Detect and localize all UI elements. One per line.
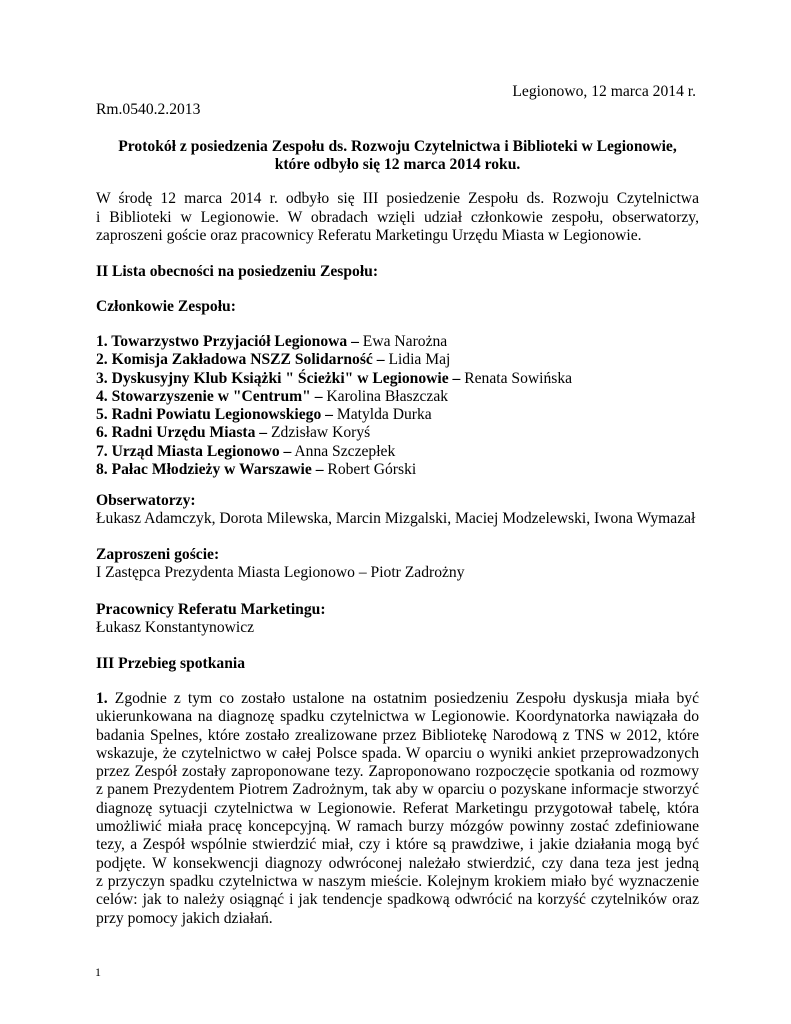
paragraph-line: tezy, a Zespół wspólnie stwierdzić miał, czy i które są prawdziwe, i jakie działania mogą być xyxy=(96,836,699,854)
observers-heading: Obserwatorzy: xyxy=(96,492,196,509)
guests-list: I Zastępca Prezydenta Miasta Legionowo – Piotr Zadrożny xyxy=(96,564,465,581)
member-person: Anna Szczepłek xyxy=(291,442,396,460)
document-date: Legionowo, 12 marca 2014 r. xyxy=(512,83,696,100)
document-title xyxy=(96,138,699,174)
intro-paragraph xyxy=(96,190,699,246)
title-line-1: Protokół z posiedzenia Zespołu ds. Rozwoju Czytelnictwa i Biblioteki w Legionowie, xyxy=(118,138,677,155)
meeting-point-1-paragraph xyxy=(96,690,699,928)
attendance-heading: II Lista obecności na posiedzeniu Zespołu: xyxy=(96,263,379,280)
list-item xyxy=(96,406,572,424)
observers-list: Łukasz Adamczyk, Dorota Milewska, Marcin Mizgalski, Maciej Modzelewski, Iwona Wymazał xyxy=(96,510,696,527)
member-org: 4. Stowarzyszenie w "Centrum" – xyxy=(96,387,323,405)
paragraph-line: badania Spelnes, które zostało zrealizowane przez Bibliotekę Narodową z TNS w 2012, które xyxy=(96,726,699,744)
paragraph-line: podjęte. W konsekwencji diagnozy odwróconej należało stwierdzić, czy dana teza jest jedną xyxy=(96,854,699,872)
staff-heading: Pracownicy Referatu Marketingu: xyxy=(96,601,326,618)
member-person: Karolina Błaszczak xyxy=(322,387,449,405)
guests-heading: Zaproszeni goście: xyxy=(96,546,220,563)
paragraph-line: celów: jak to należy osiągnąć i jak tendencje spadkową odwrócić na korzyść czytelników oraz xyxy=(96,891,699,909)
members-heading: Członkowie Zespołu: xyxy=(96,298,236,315)
member-person: Zdzisław Koryś xyxy=(267,424,371,442)
reference-number: Rm.0540.2.2013 xyxy=(96,101,201,118)
list-item xyxy=(96,388,572,406)
intro-line-2: i Biblioteki w Legionowie. W obradach wzięli udział członkowie zespołu, obserwatorzy, xyxy=(96,208,699,226)
member-org: 8. Pałac Młodzieży w Warszawie – xyxy=(96,461,324,479)
member-person: Robert Górski xyxy=(323,461,417,479)
list-item xyxy=(96,424,572,442)
member-org: 2. Komisja Zakładowa NSZZ Solidarność – xyxy=(96,351,385,369)
member-org: 1. Towarzystwo Przyjaciół Legionowa – xyxy=(96,333,359,350)
list-item xyxy=(96,333,572,351)
paragraph-line: przez Zespół zostały zaproponowane tezy. Zaproponowano rozpoczęcie spotkania od rozmowy xyxy=(96,763,699,781)
paragraph-line: diagnozę sytuacji czytelnictwa w Legionowie. Referat Marketingu przygotował tabelę, która xyxy=(96,799,699,817)
list-item xyxy=(96,370,572,388)
intro-line-1: W środę 12 marca 2014 r. odbyło się III posiedzenie Zespołu ds. Rozwoju Czytelnictwa xyxy=(96,190,699,207)
paragraph-line: umożliwić miała pracę koncepcyjną. W ramach burzy mózgów powinny zostać zdefiniowane xyxy=(96,818,699,836)
paragraph-line: ukierunkowana na diagnozę spadku czytelnictwa w Legionowie. Koordynatorka nawiązała do xyxy=(96,708,699,726)
paragraph-line: z przyczyn spadku czytelnictwa w naszym mieście. Kolejnym krokiem miało być wyznaczenie xyxy=(96,872,699,890)
member-person: Ewa Narożna xyxy=(358,333,448,350)
member-org: 6. Radni Urzędu Miasta – xyxy=(96,424,268,442)
paragraph-line: wskazuje, że czytelnictwo w całej Polsce spada. W oparciu o wyniki ankiet przeprowadzonych xyxy=(96,744,699,762)
intro-line-3: zaproszeni goście oraz pracownicy Referatu Marketingu Urzędu Miasta w Legionowie. xyxy=(96,227,642,245)
member-person: Matylda Durka xyxy=(332,406,432,424)
member-org: 5. Radni Powiatu Legionowskiego – xyxy=(96,406,333,424)
paragraph-line: z panem Prezydentem Piotrem Zadrożnym, tak aby w oparciu o pozyskane informacje stworzyć xyxy=(96,781,699,799)
paragraph-line: przy pomocy jakich działań. xyxy=(96,909,273,927)
member-org: 3. Dyskusyjny Klub Książki " Ścieżki" w Legionowie – xyxy=(96,369,461,387)
paragraph-line: 1. Zgodnie z tym co zostało ustalone na ostatnim posiedzeniu Zespołu dyskusja miała być xyxy=(96,690,699,707)
list-item xyxy=(96,351,572,369)
point-number: 1. xyxy=(96,690,108,707)
member-org: 7. Urząd Miasta Legionowo – xyxy=(96,442,292,460)
staff-list: Łukasz Konstantynowicz xyxy=(96,619,255,636)
page-number: 1 xyxy=(95,965,101,979)
member-person: Renata Sowińska xyxy=(460,369,573,387)
title-line-2: które odbyło się 12 marca 2014 roku. xyxy=(274,156,521,173)
list-item xyxy=(96,461,572,479)
list-item xyxy=(96,443,572,461)
meeting-course-heading: III Przebieg spotkania xyxy=(96,655,246,672)
member-person: Lidia Maj xyxy=(384,351,451,369)
members-list xyxy=(96,333,572,479)
